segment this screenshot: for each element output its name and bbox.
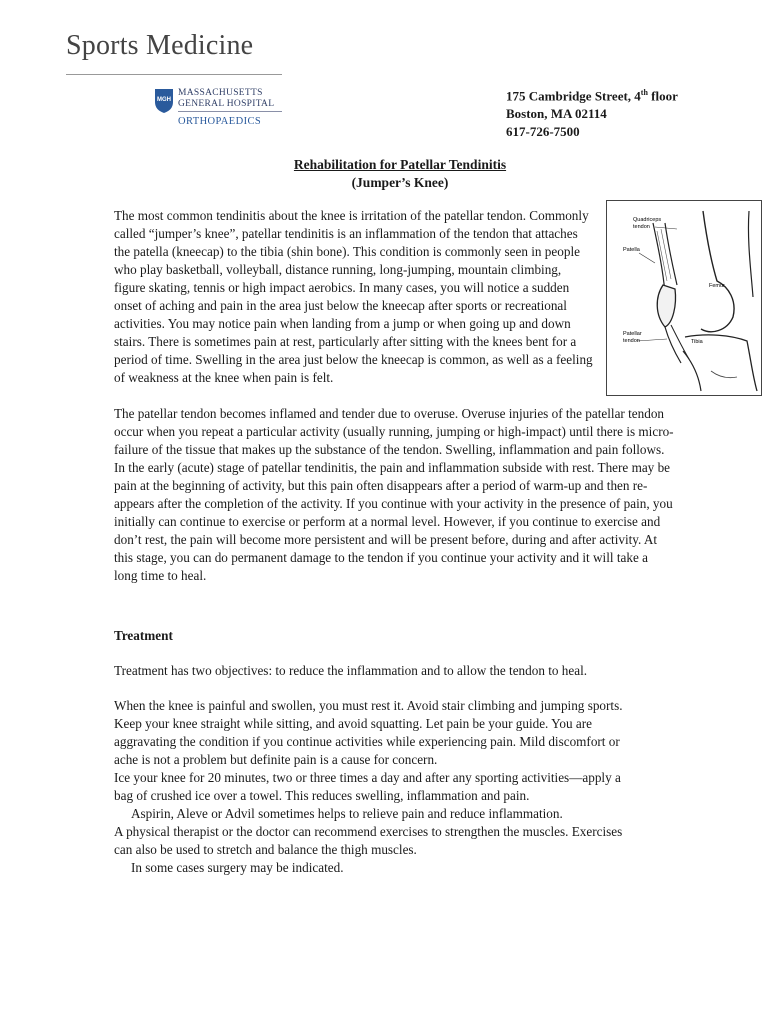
intro-paragraph: The most common tendinitis about the knee is irritation of the patellar tendon. Commonly called “jumper’s knee”, patellar tendinitis is an inflammation of the tendon that attaches the patella (kneecap) to the tibia (shin bone). This condition is commonly seen in people who play basketball, volleyball, distance running, long-jumping, mountain climbing, figure skating, tennis or high impact aerobics. In many cases, you will notice a sudden onset of aching and pain in the area just below the kneecap after sports or recreational activities. You may notice pain when landing from a jump or when going up and down stairs. There is sometimes pain at rest, particularly after sitting with the knees bent for a period of time. Swelling in the area just below the kneecap is common, as well as a feeling of weakness at the knee when pain is felt.	[114, 208, 593, 385]
label-quadriceps-2: tendon	[633, 224, 650, 230]
address-city: Boston, MA 02114	[506, 106, 607, 122]
label-tibia: Tibia	[691, 339, 703, 345]
hospital-divider	[178, 111, 282, 112]
shield-text: MGH	[157, 97, 171, 103]
label-quadriceps-1: Quadriceps	[633, 217, 662, 223]
label-patella: Patella	[623, 247, 640, 253]
address-street: 175 Cambridge Street, 4th floor	[506, 88, 678, 104]
ice-line-2: bag of crushed ice over a towel. This reduces swelling, inflammation and pain.	[114, 788, 530, 803]
label-femur: Femur	[709, 283, 725, 289]
rest-line-1: When the knee is painful and swollen, you must rest it. Avoid stair climbing and jumping sports.	[114, 698, 623, 713]
knee-anatomy-figure	[606, 200, 762, 396]
rest-line-3: aggravating the condition if you continue activities while experiencing pain. Mild discomfort or	[114, 734, 620, 749]
ice-line-1: Ice your knee for 20 minutes, two or three times a day and after any sporting activities—apply a	[114, 770, 621, 785]
surgery-line: In some cases surgery may be indicated.	[131, 860, 344, 875]
overuse-paragraph: The patellar tendon becomes inflamed and tender due to overuse. Overuse injuries of the patellar tendon occur when you repeat a particular activity (usually running, jumping or high-impact) until there is micro-failure of the tissue that makes up the substance of the tendon. Swelling, inflammation and pain follows. In the early (acute) stage of patellar tendinitis, the pain and inflammation subside with rest. There may be pain at the beginning of activity, but this pain often disappears after a period of warm-up and then re-appears after the completion of the activity. If you continue with your activity in the presence of pain, you initially can continue to exercise or perform at a normal level. However, if you continue to exercise and don’t rest, the pain will become more persistent and will be present before, during and after activity. At this stage, you can do permanent damage to the tendon if you continue your activity and it will take a long time to heal.	[114, 406, 674, 583]
therapist-line-2: can also be used to stretch and balance the thigh muscles.	[114, 842, 417, 857]
label-patellar-tendon-2: tendon	[623, 338, 640, 344]
therapist-line-1: A physical therapist or the doctor can recommend exercises to strengthen the muscles. Exercises	[114, 824, 623, 839]
knee-diagram	[607, 201, 761, 395]
department-name: ORTHOPAEDICS	[178, 116, 262, 127]
hospital-name-line2: GENERAL HOSPITAL	[178, 99, 275, 109]
aspirin-line: Aspirin, Aleve or Advil sometimes helps to relieve pain and reduce inflammation.	[131, 806, 563, 821]
hospital-name	[178, 88, 274, 110]
label-patellar-tendon-1: Patellar	[623, 331, 642, 337]
title-line1: Rehabilitation for Patellar Tendinitis	[293, 157, 507, 172]
address-block	[506, 84, 678, 141]
mgh-shield-logo	[154, 88, 174, 114]
title-line2: (Jumper’s Knee)	[351, 175, 449, 190]
rest-line-2: Keep your knee straight while sitting, and avoid squatting. Let pain be your guide. You are	[114, 716, 592, 731]
brand-divider	[66, 74, 282, 75]
brand-title: Sports Medicine	[66, 30, 254, 61]
treatment-heading: Treatment	[114, 628, 173, 643]
phone-number: 617-726-7500	[506, 124, 580, 140]
document-title	[0, 156, 768, 192]
treatment-objectives: Treatment has two objectives: to reduce the inflammation and to allow the tendon to heal.	[114, 663, 588, 678]
rest-line-4: ache is not a problem but definite pain is a cause for concern.	[114, 752, 438, 767]
hospital-name-line1: MASSACHUSETTS	[178, 88, 263, 98]
